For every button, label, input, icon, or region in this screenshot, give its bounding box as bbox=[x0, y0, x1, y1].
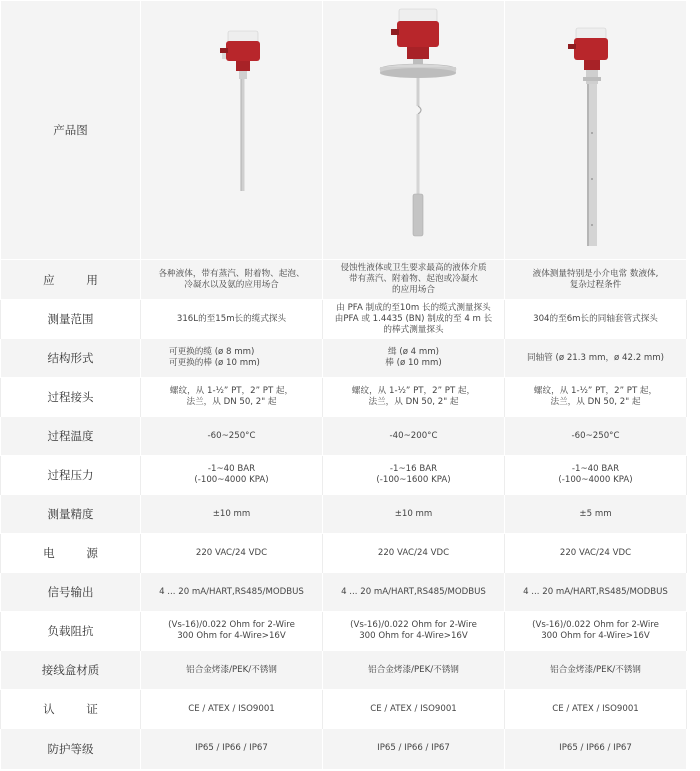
product-image-cell-1 bbox=[141, 1, 323, 260]
text-line: 螺纹，从 1-½” PT，2” PT 起， bbox=[533, 386, 658, 396]
row-label-protection: 防护等级 bbox=[1, 729, 141, 769]
text-line: 法兰，从 DN 50, 2" 起 bbox=[550, 397, 641, 407]
text-line: (Vs-16)/0.022 Ohm for 2-Wire bbox=[532, 620, 659, 630]
text-line: 各种液体，带有蒸汽、附着物、起泡、 bbox=[158, 268, 305, 279]
cell-housing-material-3: 铝合金烤漆/PEK/不锈钢 bbox=[505, 651, 687, 690]
row-label-power: 电 源 bbox=[1, 534, 141, 573]
cell-pressure-3 bbox=[505, 456, 687, 495]
cell-range-2 bbox=[323, 300, 505, 339]
cell-structure-1 bbox=[141, 339, 323, 378]
row-label-temperature: 过程温度 bbox=[1, 417, 141, 456]
cell-certification-1: CE / ATEX / ISO9001 bbox=[141, 690, 323, 729]
row-structure bbox=[1, 339, 687, 378]
text-line: -1~40 BAR bbox=[571, 464, 620, 474]
cell-housing-material-1: 铝合金烤漆/PEK/不锈钢 bbox=[141, 651, 323, 690]
row-label-load: 负载阻抗 bbox=[1, 612, 141, 651]
cell-temperature-1: -60~250°C bbox=[141, 417, 323, 456]
product-image-cell-2 bbox=[323, 1, 505, 260]
text-line: 300 Ohm for 4-Wire>16V bbox=[177, 631, 286, 641]
cell-power-2: 220 VAC/24 VDC bbox=[323, 534, 505, 573]
cell-protection-1: IP65 / IP66 / IP67 bbox=[141, 729, 323, 769]
text-line: 侵蚀性液体或卫生要求最高的液体介质 bbox=[340, 263, 487, 273]
row-range bbox=[1, 300, 687, 339]
cell-structure-3 bbox=[505, 339, 687, 378]
cell-application-1 bbox=[141, 260, 323, 300]
row-label-structure: 结构形式 bbox=[1, 339, 141, 378]
cell-protection-3: IP65 / IP66 / IP67 bbox=[505, 729, 687, 769]
cell-accuracy-3: ±5 mm bbox=[505, 495, 687, 534]
row-label-housing-material: 接线盒材质 bbox=[1, 651, 141, 690]
text-line: 法兰，从 DN 50, 2" 起 bbox=[186, 397, 277, 407]
row-certification bbox=[1, 690, 687, 729]
cell-load-2 bbox=[323, 612, 505, 651]
row-label-certification: 认 证 bbox=[1, 690, 141, 729]
row-label-process-connection: 过程接头 bbox=[1, 378, 141, 417]
cell-housing-material-2: 铝合金烤漆/PEK/不锈钢 bbox=[323, 651, 505, 690]
row-load bbox=[1, 612, 687, 651]
product-image-row bbox=[1, 1, 687, 260]
row-accuracy bbox=[1, 495, 687, 534]
text-line: -1~16 BAR bbox=[389, 464, 438, 474]
row-power bbox=[1, 534, 687, 573]
text-line: -1~40 BAR bbox=[207, 464, 256, 474]
coaxial-probe-image bbox=[536, 1, 656, 259]
cell-power-1: 220 VAC/24 VDC bbox=[141, 534, 323, 573]
text-line: (-100~4000 KPA) bbox=[194, 475, 269, 485]
cell-signal-1: 4 ... 20 mA/HART,RS485/MODBUS bbox=[141, 573, 323, 612]
cell-signal-3: 4 ... 20 mA/HART,RS485/MODBUS bbox=[505, 573, 687, 612]
row-label-application: 应 用 bbox=[1, 260, 141, 300]
cell-certification-2: CE / ATEX / ISO9001 bbox=[323, 690, 505, 729]
text-line: 法兰，从 DN 50, 2" 起 bbox=[368, 397, 459, 407]
text-line: 的应用场合 bbox=[392, 285, 435, 295]
text-line: 螺纹，从 1-½” PT，2” PT 起， bbox=[351, 386, 476, 396]
row-label-accuracy: 测量精度 bbox=[1, 495, 141, 534]
row-label-pressure: 过程压力 bbox=[1, 456, 141, 495]
product-image-cell-3 bbox=[505, 1, 687, 260]
cable-probe-image bbox=[172, 1, 292, 259]
text-line: 复杂过程条件 bbox=[569, 279, 622, 290]
text-line: 的棒式测量探头 bbox=[383, 324, 444, 335]
row-label-range: 测量范围 bbox=[1, 300, 141, 339]
cell-signal-2: 4 ... 20 mA/HART,RS485/MODBUS bbox=[323, 573, 505, 612]
text-line: 可更换的棒 (ø 10 mm) bbox=[169, 358, 260, 368]
text-line: 棒 (ø 10 mm) bbox=[385, 358, 442, 368]
text-line: (Vs-16)/0.022 Ohm for 2-Wire bbox=[350, 620, 477, 630]
text-line: (-100~1600 KPA) bbox=[376, 475, 451, 485]
row-application bbox=[1, 260, 687, 300]
row-pressure bbox=[1, 456, 687, 495]
text-line: 由PFA 或 1.4435 (BN) 制成的至 4 m 长 bbox=[334, 313, 493, 324]
cell-load-1 bbox=[141, 612, 323, 651]
row-signal bbox=[1, 573, 687, 612]
cell-temperature-2: -40~200°C bbox=[323, 417, 505, 456]
text-line: 缉 (ø 4 mm) bbox=[388, 347, 439, 357]
product-image-1 bbox=[145, 1, 318, 259]
text-line: 300 Ohm for 4-Wire>16V bbox=[541, 631, 650, 641]
cell-accuracy-1: ±10 mm bbox=[141, 495, 323, 534]
row-label-signal: 信号输出 bbox=[1, 573, 141, 612]
cell-temperature-3: -60~250°C bbox=[505, 417, 687, 456]
text-line: (-100~4000 KPA) bbox=[558, 475, 633, 485]
text-line: 冷凝水以及氨的应用场合 bbox=[184, 279, 279, 290]
text-line: 带有蒸汽、附着物、起泡或冷凝水 bbox=[349, 274, 478, 284]
row-protection bbox=[1, 729, 687, 769]
cell-power-3: 220 VAC/24 VDC bbox=[505, 534, 687, 573]
cell-load-3 bbox=[505, 612, 687, 651]
text-line: 同轴管 (ø 21.3 mm，ø 42.2 mm) bbox=[526, 352, 664, 363]
cell-pressure-1 bbox=[141, 456, 323, 495]
cell-protection-2: IP65 / IP66 / IP67 bbox=[323, 729, 505, 769]
cell-pressure-2 bbox=[323, 456, 505, 495]
text-line: (Vs-16)/0.022 Ohm for 2-Wire bbox=[168, 620, 295, 630]
cell-application-3 bbox=[505, 260, 687, 300]
cell-structure-2 bbox=[323, 339, 505, 378]
cell-process-connection-1 bbox=[141, 378, 323, 417]
text-line: 由 PFA 制成的至10m 长的缆式测量探头 bbox=[336, 302, 491, 313]
row-process-connection bbox=[1, 378, 687, 417]
cell-application-2 bbox=[323, 260, 505, 300]
text-line: 可更换的缆 (ø 8 mm) bbox=[169, 347, 255, 357]
text-line: 304的至6m长的同轴套管式探头 bbox=[533, 313, 658, 324]
cell-process-connection-3 bbox=[505, 378, 687, 417]
cell-range-1 bbox=[141, 300, 323, 339]
text-line: 液体测量特别是小介电常 数液体, bbox=[532, 268, 659, 279]
flanged-cable-probe-image bbox=[327, 1, 507, 259]
row-temperature bbox=[1, 417, 687, 456]
cell-range-3 bbox=[505, 300, 687, 339]
text-line: 316L的至15m长的缆式探头 bbox=[176, 313, 287, 324]
cell-certification-3: CE / ATEX / ISO9001 bbox=[505, 690, 687, 729]
cell-accuracy-2: ±10 mm bbox=[323, 495, 505, 534]
text-line: 螺纹，从 1-½” PT，2” PT 起， bbox=[169, 386, 294, 396]
product-image-3 bbox=[509, 1, 682, 259]
product-image-2 bbox=[327, 1, 500, 259]
row-housing-material bbox=[1, 651, 687, 690]
cell-process-connection-2 bbox=[323, 378, 505, 417]
text-line: 300 Ohm for 4-Wire>16V bbox=[359, 631, 468, 641]
product-image-label: 产品图 bbox=[1, 1, 141, 260]
